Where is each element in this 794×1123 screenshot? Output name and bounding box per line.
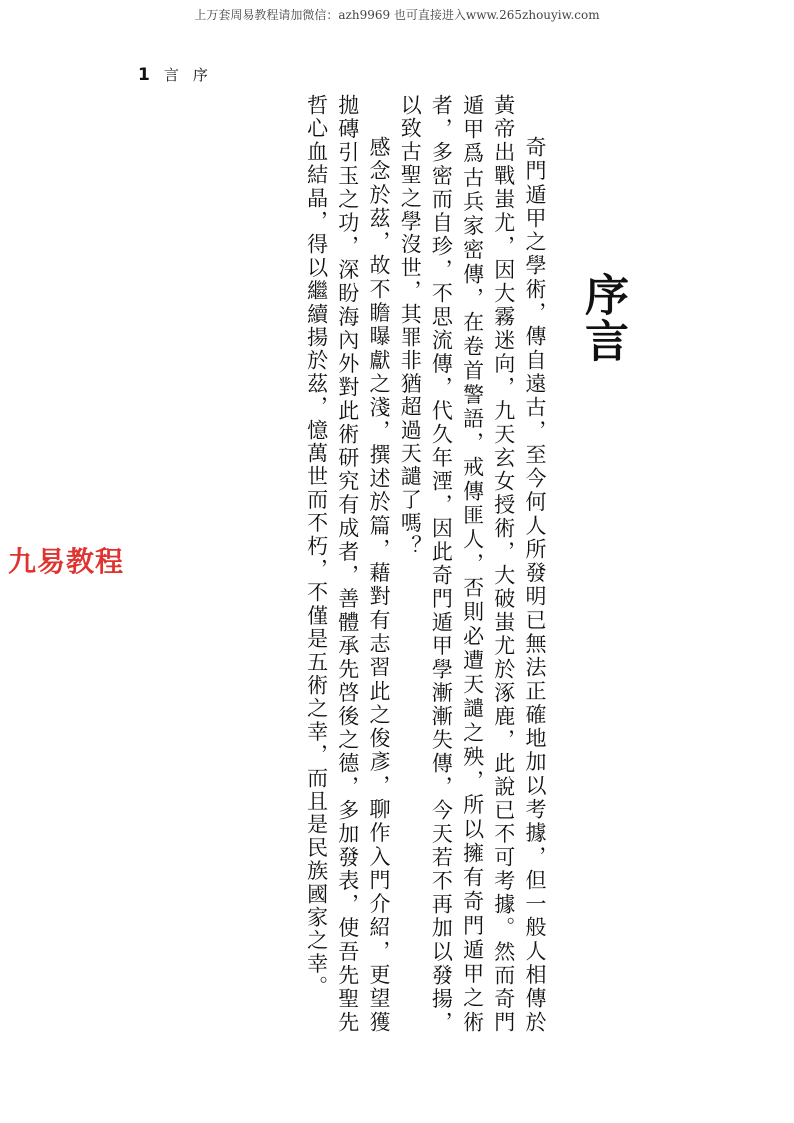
running-head-title: 言序: [163, 66, 222, 84]
paragraph-2: 感念於茲，故不瞻曝獻之淺，撰述於篇，藉對有志習此之俊彥，聊作入門介紹，更望獲拋磚引玉之功，深盼海內外對此術研究有成者，善體承先啓後之德，多加發表，使吾先聖先哲心血結晶，得以繼續揚於茲，憶萬世而不朽，不僅是五術之幸，而且是民族國家之幸。: [304, 94, 391, 1034]
download-banner: 上万套周易教程请加微信：azh9969 也可直接进入www.265zhouyiw.com: [194, 8, 600, 22]
preface-body: [300, 94, 550, 1034]
chapter-title: 序言: [577, 272, 628, 364]
page-number: 1: [138, 65, 150, 85]
watermark-logo: 九易教程: [8, 545, 125, 578]
paragraph-1: 奇門遁甲之學術，傳自遠古，至今何人所發明已無法正確地加以考據，但一般人相傳於黃帝出戰蚩尤，因大霧迷向，九天玄女授術，大破蚩尤於涿鹿，此說已不可考據。然而奇門遁甲爲古兵家密傳，在卷首警語，戒傳匪人，否則必遭天譴之殃，所以擁有奇門遁甲之術者，多密而自珍，不思流傳，代久年湮，因此奇門遁甲學漸漸失傳，今天若不再加以發揚，以致古聖之學沒世，其罪非猶超過天譴了嗎？: [398, 94, 547, 1034]
running-head: [138, 64, 222, 85]
